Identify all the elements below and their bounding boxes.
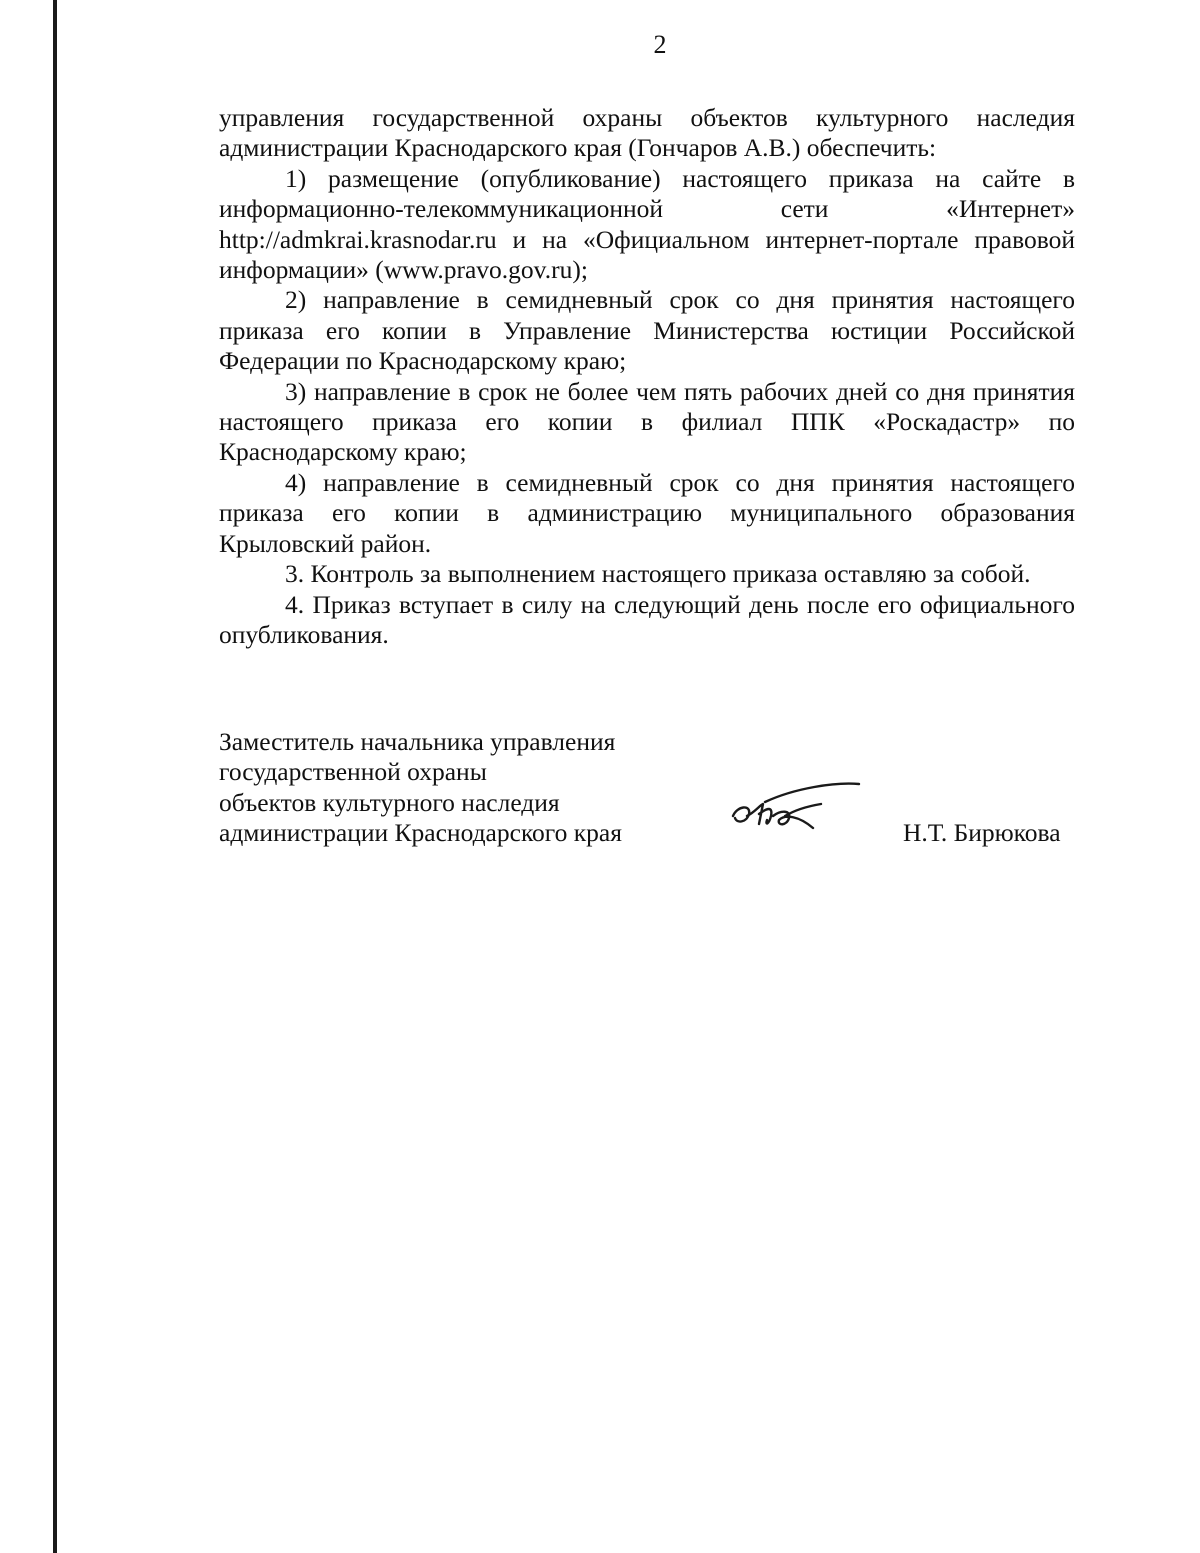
paragraph-clause-3: 3. Контроль за выполнением настоящего приказа оставляю за собой. [285,559,1031,589]
paragraph-item-2: 2) направление в семидневный срок со дня принятия настоящего приказа его копии в Управление Министерства юстиции Российской Федерации по Краснодарскому краю; [219,285,1075,376]
paragraph-clause-4: 4. Приказ вступает в силу на следующий день после его официального опубликования. [219,589,1075,649]
signer-position [219,727,622,849]
signer-position-line: объектов культурного наследия [219,787,560,817]
signer-position-line: государственной охраны [219,757,487,787]
page-number: 2 [653,30,667,59]
signer-position-line: Заместитель начальника управления [219,727,616,756]
paragraph-intro: управления государственной охраны объектов культурного наследия администрации Краснодарского края (Гончаров А.В.) обеспечить: [219,103,1075,163]
signer-name: Н.Т. Бирюкова [903,818,1061,847]
signer-position-line: администрации Краснодарского края [219,818,622,848]
scan-edge-line [53,0,57,1553]
paragraph-item-1: 1) размещение (опубликование) настоящего приказа на сайте в информационно-телекоммуникационной сети «Интернет» http://admkrai.krasnodar.ru и на «Официальном интернет-портале правовой информации» (www.pravo.gov.ru); [219,163,1075,285]
paragraph-item-4: 4) направление в семидневный срок со дня принятия настоящего приказа его копии в администрацию муниципального образования Крыловский район. [219,467,1075,558]
paragraph-item-3: 3) направление в срок не более чем пять рабочих дней со дня принятия настоящего приказа его копии в филиал ППК «Роскадастр» по Краснодарскому краю; [219,376,1075,467]
handwritten-signature [725,776,865,838]
document-body [219,103,1075,650]
